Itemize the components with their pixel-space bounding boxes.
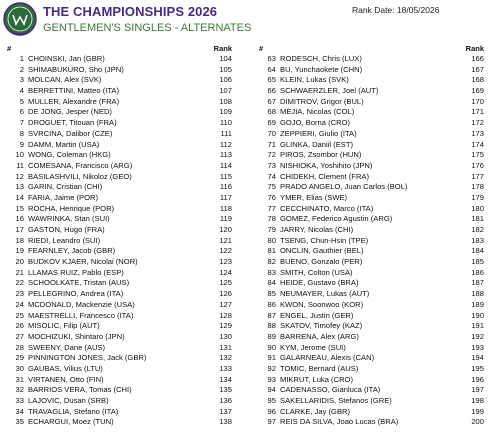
number-column-header: # xyxy=(259,44,264,53)
player-rank: 116 xyxy=(219,182,232,192)
player-rank: 137 xyxy=(219,406,232,416)
player-rank: 121 xyxy=(219,235,232,245)
row-number: 87 xyxy=(267,310,276,320)
row-number: 7 xyxy=(19,118,24,128)
table-row xyxy=(6,161,238,172)
player-name: COMESANA, Francisco (ARG) xyxy=(28,160,133,170)
player-name: PIROS, Zsombor (HUN) xyxy=(280,150,362,160)
row-number: 34 xyxy=(15,406,24,416)
player-rank: 186 xyxy=(471,267,484,277)
row-number: 75 xyxy=(267,182,276,192)
player-name: GAUBAS, Vilius (LTU) xyxy=(28,363,103,373)
row-number: 96 xyxy=(267,406,276,416)
row-number: 15 xyxy=(15,203,24,213)
player-rank: 120 xyxy=(219,225,232,234)
player-rank: 133 xyxy=(219,363,232,373)
player-rank: 169 xyxy=(471,86,484,96)
player-name: GOMEZ, Federico Agustin (ARG) xyxy=(280,214,393,224)
player-name: GOJO, Borna (CRO) xyxy=(280,118,351,128)
player-name: ROCHA, Henrique (POR) xyxy=(28,203,115,213)
row-number: 27 xyxy=(15,331,24,341)
player-rank: 191 xyxy=(471,321,484,331)
player-name: DAMM, Martin (USA) xyxy=(28,139,100,149)
player-name: CECCHINATO, Marco (ITA) xyxy=(280,203,374,213)
player-name: VIRTANEN, Otto (FIN) xyxy=(28,374,104,384)
player-name: NEUMAYER, Lukas (AUT) xyxy=(280,289,370,299)
row-number: 74 xyxy=(267,171,276,181)
player-rank: 194 xyxy=(471,353,484,363)
player-rank: 122 xyxy=(219,246,232,256)
player-name: ZEPPIERI, Giulio (ITA) xyxy=(280,128,357,138)
player-rank: 175 xyxy=(471,150,484,160)
row-number: 80 xyxy=(267,235,276,245)
row-number: 6 xyxy=(19,107,24,117)
player-rank: 200 xyxy=(471,417,484,427)
player-rank: 166 xyxy=(471,54,484,63)
row-number: 21 xyxy=(15,267,24,277)
player-rank: 134 xyxy=(219,374,232,384)
player-rank: 179 xyxy=(471,192,484,202)
row-number: 67 xyxy=(267,96,276,106)
row-number: 33 xyxy=(15,396,24,405)
player-name: BARRENA, Alex (ARG) xyxy=(280,331,359,341)
player-rank: 118 xyxy=(219,203,232,213)
table-row xyxy=(258,236,490,247)
row-number: 30 xyxy=(15,363,24,373)
row-number: 5 xyxy=(19,96,24,106)
page-title: THE CHAMPIONSHIPS 2026 xyxy=(43,4,218,19)
row-number: 91 xyxy=(267,353,276,363)
player-name: SCHOOLKATE, Tristan (AUS) xyxy=(28,278,130,288)
player-name: SVRCINA, Dalibor (CZE) xyxy=(28,128,113,138)
row-number: 82 xyxy=(267,257,276,267)
table-row xyxy=(258,246,490,257)
player-name: MOLCAN, Alex (SVK) xyxy=(28,75,102,85)
row-number: 76 xyxy=(267,192,276,202)
table-row xyxy=(6,353,238,364)
table-row xyxy=(258,214,490,225)
player-name: ECHARGUI, Moez (TUN) xyxy=(28,417,114,427)
player-rank: 199 xyxy=(471,406,484,416)
table-row xyxy=(6,140,238,151)
row-number: 72 xyxy=(267,150,276,160)
table-row xyxy=(6,311,238,322)
table-row xyxy=(258,172,490,183)
player-name: PINNINGTON JONES, Jack (GBR) xyxy=(28,353,147,363)
row-number: 66 xyxy=(267,86,276,96)
player-rank: 182 xyxy=(471,225,484,234)
row-number: 89 xyxy=(267,331,276,341)
row-number: 73 xyxy=(267,160,276,170)
table-row xyxy=(6,396,238,407)
row-number: 79 xyxy=(267,225,276,234)
table-row xyxy=(258,118,490,129)
table-row xyxy=(258,54,490,65)
table-row xyxy=(6,268,238,279)
player-rank: 114 xyxy=(219,160,232,170)
player-rank: 177 xyxy=(471,171,484,181)
row-number: 77 xyxy=(267,203,276,213)
table-row xyxy=(6,129,238,140)
player-name: DE JONG, Jesper (NED) xyxy=(28,107,112,117)
player-name: BU, Yunchaokete (CHN) xyxy=(280,64,363,74)
player-name: PRADO ANGELO, Juan Carlos (BOL) xyxy=(280,182,408,192)
row-number: 78 xyxy=(267,214,276,224)
table-row xyxy=(258,107,490,118)
player-name: BERRETTINI, Matteo (ITA) xyxy=(28,86,119,96)
row-number: 28 xyxy=(15,342,24,352)
player-name: JARRY, Nicolas (CHI) xyxy=(280,225,354,234)
row-number: 35 xyxy=(15,417,24,427)
row-number: 23 xyxy=(15,289,24,299)
player-name: TRAVAGLIA, Stefano (ITA) xyxy=(28,406,119,416)
row-number: 81 xyxy=(267,246,276,256)
player-name: SMITH, Colton (USA) xyxy=(280,267,353,277)
row-number: 17 xyxy=(15,225,24,234)
table-row xyxy=(6,150,238,161)
player-name: REIS DA SILVA, Joao Lucas (BRA) xyxy=(280,417,399,427)
player-name: MEJIA, Nicolas (COL) xyxy=(280,107,355,117)
table-row xyxy=(6,97,238,108)
player-rank: 171 xyxy=(471,107,484,117)
table-row xyxy=(258,161,490,172)
table-row xyxy=(6,246,238,257)
player-name: PELLEGRINO, Andrea (ITA) xyxy=(28,289,124,299)
table-row xyxy=(6,54,238,65)
row-number: 88 xyxy=(267,321,276,331)
table-row xyxy=(258,140,490,151)
row-number: 9 xyxy=(19,139,24,149)
player-rank: 125 xyxy=(219,278,232,288)
player-name: GALARNEAU, Alexis (CAN) xyxy=(280,353,375,363)
player-rank: 113 xyxy=(219,150,232,160)
table-row xyxy=(6,257,238,268)
row-number: 20 xyxy=(15,257,24,267)
table-row xyxy=(6,65,238,76)
table-row xyxy=(6,236,238,247)
player-name: ONCLIN, Gauthier (BEL) xyxy=(280,246,364,256)
player-rank: 174 xyxy=(471,139,484,149)
left-rows xyxy=(6,54,238,428)
player-name: BUENO, Gonzalo (PER) xyxy=(280,257,363,267)
player-rank: 183 xyxy=(471,235,484,245)
player-name: MIKRUT, Luka (CRO) xyxy=(280,374,353,384)
row-number: 64 xyxy=(267,64,276,74)
player-rank: 176 xyxy=(471,160,484,170)
row-number: 10 xyxy=(15,150,24,160)
row-number: 32 xyxy=(15,385,24,395)
player-rank: 168 xyxy=(471,75,484,85)
player-rank: 111 xyxy=(220,128,232,138)
alternates-list-left xyxy=(6,44,238,428)
player-rank: 178 xyxy=(471,182,484,192)
table-row xyxy=(6,332,238,343)
player-name: BARRIOS VERA, Tomas (CHI) xyxy=(28,385,132,395)
table-row xyxy=(258,311,490,322)
table-row xyxy=(258,278,490,289)
row-number: 8 xyxy=(19,128,24,138)
row-number: 22 xyxy=(15,278,24,288)
player-rank: 198 xyxy=(471,396,484,405)
player-name: KYM, Jerome (SUI) xyxy=(280,342,346,352)
table-row xyxy=(258,129,490,140)
row-number: 90 xyxy=(267,342,276,352)
column-header-row xyxy=(258,44,490,54)
table-row xyxy=(258,332,490,343)
table-row xyxy=(258,396,490,407)
row-number: 84 xyxy=(267,278,276,288)
player-rank: 131 xyxy=(219,342,232,352)
table-row xyxy=(258,225,490,236)
player-name: DIMITROV, Grigor (BUL) xyxy=(280,96,364,106)
player-name: CHIDEKH, Clement (FRA) xyxy=(280,171,370,181)
player-name: MISOLIC, Filip (AUT) xyxy=(28,321,100,331)
row-number: 95 xyxy=(267,396,276,405)
table-row xyxy=(258,300,490,311)
table-row xyxy=(6,375,238,386)
player-rank: 170 xyxy=(471,96,484,106)
player-name: WONG, Coleman (HKG) xyxy=(28,150,111,160)
player-name: NISHIOKA, Yoshihito (JPN) xyxy=(280,160,373,170)
wimbledon-logo-icon xyxy=(3,2,37,38)
player-rank: 132 xyxy=(219,353,232,363)
table-row xyxy=(6,300,238,311)
table-row xyxy=(258,75,490,86)
row-number: 24 xyxy=(15,299,24,309)
player-name: GASTON, Hugo (FRA) xyxy=(28,225,105,234)
player-rank: 167 xyxy=(471,64,484,74)
player-name: YMER, Elias (SWE) xyxy=(280,192,348,202)
row-number: 25 xyxy=(15,310,24,320)
player-rank: 123 xyxy=(219,257,232,267)
player-rank: 196 xyxy=(471,374,484,384)
player-name: LLAMAS RUIZ, Pablo (ESP) xyxy=(28,267,124,277)
player-rank: 184 xyxy=(471,246,484,256)
player-name: KLEIN, Lukas (SVK) xyxy=(280,75,349,85)
table-row xyxy=(6,289,238,300)
player-name: FARIA, Jaime (POR) xyxy=(28,192,99,202)
table-row xyxy=(258,65,490,76)
player-rank: 173 xyxy=(471,128,484,138)
row-number: 16 xyxy=(15,214,24,224)
player-rank: 108 xyxy=(219,96,232,106)
player-name: GLINKA, Daniil (EST) xyxy=(280,139,354,149)
player-rank: 135 xyxy=(219,385,232,395)
table-row xyxy=(6,75,238,86)
player-name: LAJOVIC, Dusan (SRB) xyxy=(28,396,109,405)
player-name: MOCHIZUKI, Shintaro (JPN) xyxy=(28,331,125,341)
table-row xyxy=(258,268,490,279)
player-name: MCDONALD, Mackenzie (USA) xyxy=(28,299,135,309)
player-rank: 109 xyxy=(219,107,232,117)
row-number: 11 xyxy=(16,160,24,170)
player-rank: 172 xyxy=(471,118,484,128)
player-rank: 138 xyxy=(219,417,232,427)
player-rank: 112 xyxy=(219,139,232,149)
player-rank: 124 xyxy=(219,267,232,277)
player-rank: 187 xyxy=(471,278,484,288)
player-name: CLARKE, Jay (GBR) xyxy=(280,406,351,416)
table-row xyxy=(6,225,238,236)
player-rank: 129 xyxy=(219,321,232,331)
row-number: 14 xyxy=(15,192,24,202)
player-rank: 107 xyxy=(219,86,232,96)
table-row xyxy=(258,417,490,428)
player-rank: 106 xyxy=(219,75,232,85)
player-rank: 192 xyxy=(471,331,484,341)
row-number: 18 xyxy=(15,235,24,245)
row-number: 12 xyxy=(15,171,24,181)
row-number: 65 xyxy=(267,75,276,85)
player-rank: 188 xyxy=(471,289,484,299)
player-rank: 119 xyxy=(219,214,232,224)
player-name: FEARNLEY, Jacob (GBR) xyxy=(28,246,116,256)
table-row xyxy=(258,364,490,375)
player-name: BASILASHVILI, Nikoloz (GEO) xyxy=(28,171,132,181)
row-number: 94 xyxy=(267,385,276,395)
table-row xyxy=(6,417,238,428)
rank-column-header: Rank xyxy=(465,44,484,53)
player-name: RODESCH, Chris (LUX) xyxy=(280,54,362,63)
table-row xyxy=(258,97,490,108)
player-name: WAWRINKA, Stan (SUI) xyxy=(28,214,110,224)
table-row xyxy=(6,86,238,97)
column-header-row xyxy=(6,44,238,54)
table-row xyxy=(6,118,238,129)
player-name: RIEDI, Leandro (SUI) xyxy=(28,235,101,245)
player-name: KWON, Soonwoo (KOR) xyxy=(280,299,364,309)
player-name: SCHWAERZLER, Joel (AUT) xyxy=(280,86,379,96)
row-number: 63 xyxy=(267,54,276,63)
player-rank: 127 xyxy=(219,299,232,309)
player-rank: 189 xyxy=(471,299,484,309)
table-row xyxy=(258,204,490,215)
player-rank: 185 xyxy=(471,257,484,267)
row-number: 85 xyxy=(267,289,276,299)
table-row xyxy=(6,204,238,215)
table-row xyxy=(6,278,238,289)
table-row xyxy=(6,321,238,332)
page-subtitle: GENTLEMEN'S SINGLES - ALTERNATES xyxy=(43,22,252,34)
alternates-list-right xyxy=(258,44,490,428)
table-row xyxy=(258,289,490,300)
row-number: 29 xyxy=(15,353,24,363)
row-number: 3 xyxy=(19,75,24,85)
table-row xyxy=(258,150,490,161)
row-number: 69 xyxy=(267,118,276,128)
table-row xyxy=(6,343,238,354)
row-number: 93 xyxy=(267,374,276,384)
table-row xyxy=(6,214,238,225)
table-row xyxy=(6,385,238,396)
player-name: BUDKOV KJAER, Nicolai (NOR) xyxy=(28,257,138,267)
player-name: CHOINSKI, Jan (GBR) xyxy=(28,54,105,63)
right-rows xyxy=(258,54,490,428)
player-name: TOMIC, Bernard (AUS) xyxy=(280,363,359,373)
table-row xyxy=(258,193,490,204)
player-name: ENGEL, Justin (GER) xyxy=(280,310,354,320)
row-number: 26 xyxy=(15,321,24,331)
table-row xyxy=(258,375,490,386)
table-row xyxy=(258,86,490,97)
row-number: 83 xyxy=(267,267,276,277)
player-name: SAKELLARIDIS, Stefanos (GRE) xyxy=(280,396,392,405)
player-rank: 190 xyxy=(471,310,484,320)
player-rank: 181 xyxy=(471,214,484,224)
row-number: 86 xyxy=(267,299,276,309)
player-rank: 197 xyxy=(471,385,484,395)
row-number: 97 xyxy=(267,417,276,427)
player-rank: 128 xyxy=(219,310,232,320)
player-name: SWEENY, Dane (AUS) xyxy=(28,342,106,352)
page-header xyxy=(0,0,500,42)
player-name: MULLER, Alexandre (FRA) xyxy=(28,96,120,106)
table-row xyxy=(6,182,238,193)
row-number: 2 xyxy=(19,64,24,74)
player-name: TSENG, Chun-Hsin (TPE) xyxy=(280,235,369,245)
row-number: 13 xyxy=(15,182,24,192)
table-row xyxy=(258,343,490,354)
row-number: 70 xyxy=(267,128,276,138)
player-name: MAESTRELLI, Francesco (ITA) xyxy=(28,310,134,320)
table-row xyxy=(6,172,238,183)
player-rank: 110 xyxy=(219,118,232,128)
rank-column-header: Rank xyxy=(213,44,232,53)
row-number: 4 xyxy=(19,86,24,96)
table-row xyxy=(6,107,238,118)
row-number: 19 xyxy=(15,246,24,256)
table-row xyxy=(258,182,490,193)
player-name: CADENASSO, Gianluca (ITA) xyxy=(280,385,381,395)
rank-date: Rank Date: 18/05/2026 xyxy=(352,5,440,15)
table-row xyxy=(6,407,238,418)
player-rank: 136 xyxy=(219,396,232,405)
table-row xyxy=(258,257,490,268)
player-rank: 130 xyxy=(219,331,232,341)
player-rank: 126 xyxy=(219,289,232,299)
row-number: 31 xyxy=(15,374,24,384)
table-row xyxy=(258,407,490,418)
player-rank: 117 xyxy=(219,192,232,202)
player-name: SKATOV, Timofey (KAZ) xyxy=(280,321,363,331)
table-row xyxy=(258,353,490,364)
player-name: GARIN, Cristian (CHI) xyxy=(28,182,103,192)
row-number: 71 xyxy=(267,139,276,149)
row-number: 1 xyxy=(19,54,24,63)
player-rank: 115 xyxy=(219,171,232,181)
table-row xyxy=(6,193,238,204)
number-column-header: # xyxy=(7,44,12,53)
player-name: DROGUET, Titouan (FRA) xyxy=(28,118,117,128)
player-rank: 105 xyxy=(219,64,232,74)
player-rank: 193 xyxy=(471,342,484,352)
player-rank: 180 xyxy=(471,203,484,213)
player-name: HEIDE, Gustavo (BRA) xyxy=(280,278,359,288)
row-number: 92 xyxy=(267,363,276,373)
table-row xyxy=(258,321,490,332)
table-row xyxy=(6,364,238,375)
player-name: SHIMABUKURO, Sho (JPN) xyxy=(28,64,124,74)
row-number: 68 xyxy=(267,107,276,117)
table-row xyxy=(258,385,490,396)
player-rank: 195 xyxy=(471,363,484,373)
player-rank: 104 xyxy=(219,54,232,63)
